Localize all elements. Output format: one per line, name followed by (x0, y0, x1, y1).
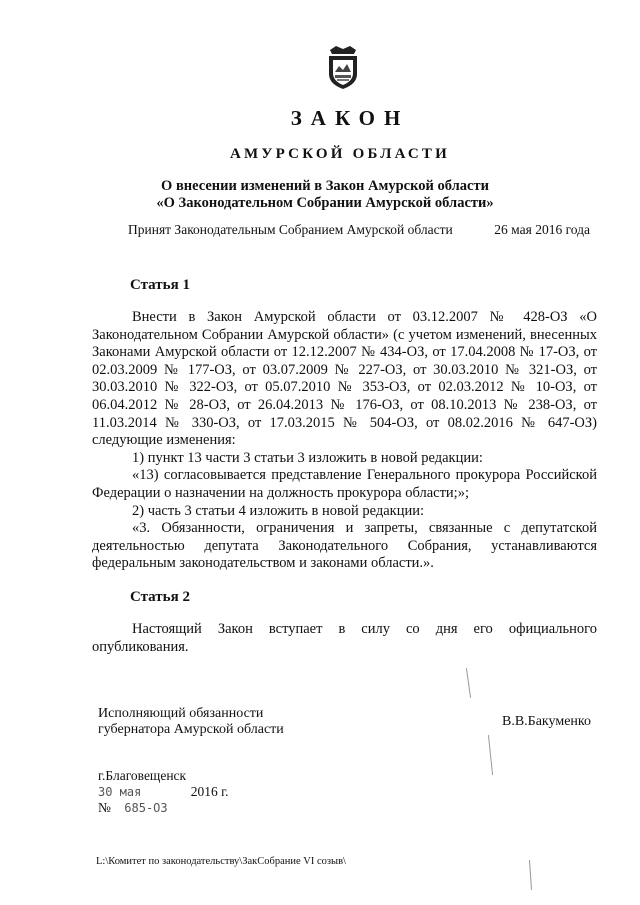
signatory-position (98, 706, 284, 738)
position-line-1: Исполняющий обязанности (98, 706, 264, 721)
subject-line-1: О внесении изменений в Закон Амурской области (161, 178, 489, 194)
adopted-date: 26 мая 2016 года (494, 222, 590, 237)
article-2-text: Настоящий Закон вступает в силу со дня его официального опубликования. (92, 621, 597, 655)
article-2-body (92, 621, 597, 656)
document-title: ЗАКОН (290, 106, 410, 130)
article-1-item-1: 1) пункт 13 части 3 статьи 3 изложить в новой редакции: (132, 449, 483, 466)
article-1-item-1-text: «13) согласовывается представление Генерального прокурора Российской Федерации о назначении на должность прокурора области;»; (92, 467, 597, 501)
adoption-line (128, 222, 590, 238)
subject-line-2: «О Законодательном Собрании Амурской области» (156, 195, 494, 211)
number-stamp: 685-ОЗ (124, 801, 168, 815)
article-1-intro: Внести в Закон Амурской области от 03.12.2007 № 428-ОЗ «О Законодательном Собрании Амурской области» (с учетом изменений, внесенных Законами Амурской области от 12.12.2007 № 434-ОЗ, от 17.04.2008 № 17-ОЗ, от 02.03.2009 № 177-ОЗ, от 03.07.2009 № 227-ОЗ, от 30.03.2010 № 321-ОЗ, от 30.03.2010 № 322-ОЗ, от 05.07.2010 № 353-ОЗ, от 02.03.2012 № 10-ОЗ, от 06.04.2012 № 28-ОЗ, от 26.04.2013 № 176-ОЗ, от 08.10.2013 № 238-ОЗ, от 11.03.2014 № 330-ОЗ, от 17.03.2015 № 504-ОЗ, от 08.02.2016 № 647-ОЗ) следующие изменения: (92, 309, 597, 449)
law-subject (100, 178, 550, 212)
article-1-heading: Статья 1 (130, 277, 190, 293)
place-and-number (98, 768, 229, 816)
coat-of-arms-emblem (326, 44, 360, 90)
year: 2016 г. (190, 784, 229, 799)
article-1-item-2-text: «3. Обязанности, ограничения и запреты, связанные с депутатской деятельностью депутата Законодательного Собрания, устанавливаются федеральным законодательством и законами области.». (92, 520, 597, 572)
number-line (98, 800, 229, 816)
scan-mark (466, 668, 471, 698)
article-2-heading: Статья 2 (130, 589, 190, 605)
article-1-body (92, 309, 597, 573)
adopted-by: Принят Законодательным Собранием Амурской области (128, 222, 453, 237)
city: г.Благовещенск (98, 768, 187, 783)
scan-mark (529, 860, 532, 890)
region-title: АМУРСКОЙ ОБЛАСТИ (230, 146, 450, 162)
signatory-name: В.В.Бакуменко (502, 714, 592, 729)
file-path-footer: L:\Комитет по законодательству\ЗакСобрание VI созыв\ (96, 856, 346, 867)
date-line (98, 784, 229, 800)
scan-mark (488, 735, 493, 775)
number-sign: № (98, 800, 111, 815)
position-line-2: губернатора Амурской области (98, 722, 284, 737)
day-stamp: 30 мая (98, 785, 142, 799)
article-1-item-2: 2) часть 3 статьи 4 изложить в новой редакции: (132, 502, 425, 519)
